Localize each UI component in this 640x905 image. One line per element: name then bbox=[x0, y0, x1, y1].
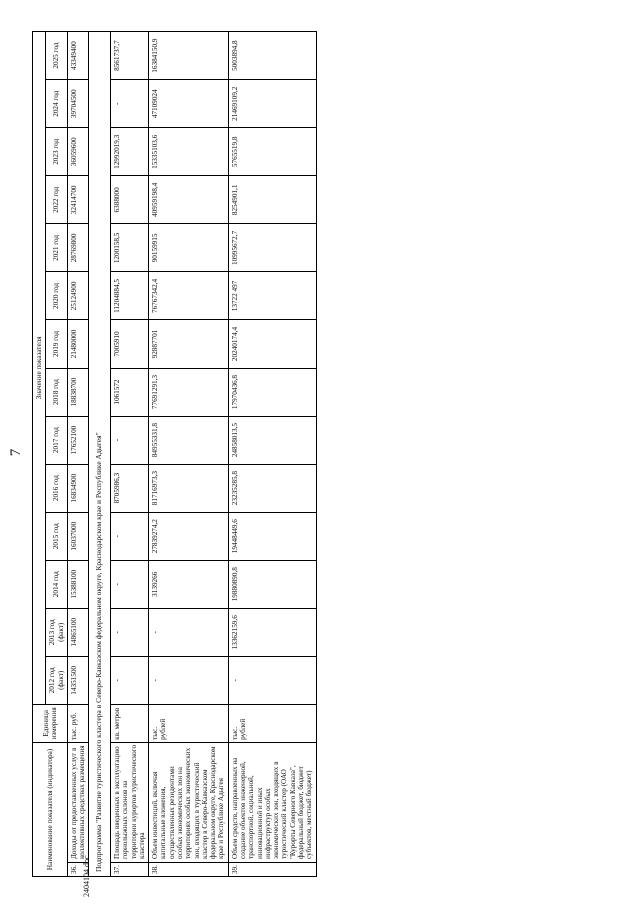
value-cell: 8705986,3 bbox=[111, 464, 149, 512]
row-number: 38. bbox=[149, 863, 229, 877]
table-row bbox=[149, 32, 229, 877]
value-cell: 1061572 bbox=[111, 368, 149, 416]
year-header: 2014 год bbox=[46, 560, 68, 608]
year-header: 2023 год bbox=[46, 128, 68, 176]
year-header: 2012 год (факт) bbox=[46, 656, 68, 704]
header-unit: Единица измерения bbox=[33, 704, 68, 742]
year-header: 2017 год bbox=[46, 416, 68, 464]
row-number: 37. bbox=[111, 863, 149, 877]
year-header: 2025 год bbox=[46, 32, 68, 80]
value-cell: 16384150,9 bbox=[149, 32, 229, 80]
year-header: 2018 год bbox=[46, 368, 68, 416]
year-header: 2016 год bbox=[46, 464, 68, 512]
value-cell: 19448449,6 bbox=[228, 512, 316, 560]
value-cell: 32414700 bbox=[67, 176, 89, 224]
table-row bbox=[228, 32, 316, 877]
value-cell: 5003894,8 bbox=[228, 32, 316, 80]
value-cell: - bbox=[111, 512, 149, 560]
value-cell: 76767342,4 bbox=[149, 272, 229, 320]
unit-cell: тыс. рублей bbox=[149, 704, 229, 742]
value-cell: 84955331,8 bbox=[149, 416, 229, 464]
value-cell: 81716973,3 bbox=[149, 464, 229, 512]
value-cell: 11204884,5 bbox=[111, 272, 149, 320]
value-cell: 27839274,2 bbox=[149, 512, 229, 560]
unit-cell: кв. метров bbox=[111, 704, 149, 742]
subprogram-row bbox=[89, 32, 111, 877]
value-cell: 17970436,8 bbox=[228, 368, 316, 416]
value-cell: 19880890,8 bbox=[228, 560, 316, 608]
value-cell: 15388100 bbox=[67, 560, 89, 608]
value-cell: 8254901,1 bbox=[228, 176, 316, 224]
value-cell: - bbox=[111, 80, 149, 128]
value-cell: 14865100 bbox=[67, 608, 89, 656]
value-cell: 23235285,8 bbox=[228, 464, 316, 512]
value-cell: 25124900 bbox=[67, 272, 89, 320]
table-row bbox=[111, 32, 149, 877]
value-cell: 10995672,7 bbox=[228, 224, 316, 272]
value-cell: - bbox=[111, 560, 149, 608]
value-cell: - bbox=[149, 608, 229, 656]
value-cell: 3139266 bbox=[149, 560, 229, 608]
year-header: 2019 год bbox=[46, 320, 68, 368]
value-cell: 7005910 bbox=[111, 320, 149, 368]
value-cell: 6388000 bbox=[111, 176, 149, 224]
value-cell: 21480000 bbox=[67, 320, 89, 368]
year-header: 2024 год bbox=[46, 80, 68, 128]
value-cell: 8561737,7 bbox=[111, 32, 149, 80]
indicator-table bbox=[32, 31, 317, 877]
header-value-group: Значение показателя bbox=[33, 32, 46, 705]
value-cell: 40959198,4 bbox=[149, 176, 229, 224]
value-cell: 13722 497 bbox=[228, 272, 316, 320]
value-cell: - bbox=[228, 656, 316, 704]
table-body bbox=[67, 32, 316, 877]
table-row bbox=[67, 32, 89, 877]
value-cell: 20240174,4 bbox=[228, 320, 316, 368]
value-cell: 17652100 bbox=[67, 416, 89, 464]
year-header: 2015 год bbox=[46, 512, 68, 560]
value-cell: 39704500 bbox=[67, 80, 89, 128]
value-cell: 24858013,5 bbox=[228, 416, 316, 464]
value-cell: 14351500 bbox=[67, 656, 89, 704]
value-cell: - bbox=[111, 608, 149, 656]
row-number: 39. bbox=[228, 863, 316, 877]
indicator-name: Площадь введенных в эксплуатацию горнолыжных склонов на территории курортов туристического кластера bbox=[111, 742, 149, 862]
subprogram-title: Подпрограмма "Развитие туристического кластера в Северо-Кавказском федеральном округе, Краснодарском крае и Республике Адыгея" bbox=[89, 32, 111, 877]
value-cell: 16834900 bbox=[67, 464, 89, 512]
value-cell: 43349400 bbox=[67, 32, 89, 80]
indicator-name: Объем инвестиций, включая капитальные вложения, осуществленных резидентами особых экономических зон на территориях особых экономических зон, входящих в туристический кластер в Северо-Кавказском федеральном округе, Краснодарском крае и Республике Адыгея bbox=[149, 742, 229, 862]
row-number: 36. bbox=[67, 863, 89, 877]
value-cell: 36059600 bbox=[67, 128, 89, 176]
value-cell: 15335103,6 bbox=[149, 128, 229, 176]
value-cell: 77691291,3 bbox=[149, 368, 229, 416]
unit-cell: тыс. рублей bbox=[228, 704, 316, 742]
page-number: 7 bbox=[8, 448, 24, 457]
footer-filename: 2404104.doc bbox=[82, 855, 91, 897]
unit-cell: тыс. руб. bbox=[67, 704, 89, 742]
value-cell: 12992019,3 bbox=[111, 128, 149, 176]
value-cell: 1200158,5 bbox=[111, 224, 149, 272]
value-cell: 13362159,6 bbox=[228, 608, 316, 656]
value-cell: 16037000 bbox=[67, 512, 89, 560]
indicator-name: Объем средств, направленных на создание объектов инженерной, транспортной, социальной, инновационной и иных инфраструктур особых экономических зон, входящих в туристический кластер (ОАО "Курорты Северного Кавказа", федеральный бюджет, бюджет субъектов, местный бюджет) bbox=[228, 742, 316, 862]
value-cell: 28769800 bbox=[67, 224, 89, 272]
value-cell: - bbox=[111, 416, 149, 464]
header-name: Наименование показателя (индикатора) bbox=[33, 742, 68, 876]
value-cell: 18838700 bbox=[67, 368, 89, 416]
year-header: 2021 год bbox=[46, 224, 68, 272]
value-cell: 90159915 bbox=[149, 224, 229, 272]
value-cell: 47109024 bbox=[149, 80, 229, 128]
value-cell: 92887701 bbox=[149, 320, 229, 368]
value-cell: - bbox=[111, 656, 149, 704]
year-header: 2022 год bbox=[46, 176, 68, 224]
value-cell: - bbox=[149, 656, 229, 704]
year-header: 2013 год (факт) bbox=[46, 608, 68, 656]
year-header: 2020 год bbox=[46, 272, 68, 320]
indicator-name: Доходы от предоставленных услуг в коллективных средствах размещения bbox=[67, 742, 89, 862]
value-cell: 5765519,8 bbox=[228, 128, 316, 176]
value-cell: 21469109,2 bbox=[228, 80, 316, 128]
